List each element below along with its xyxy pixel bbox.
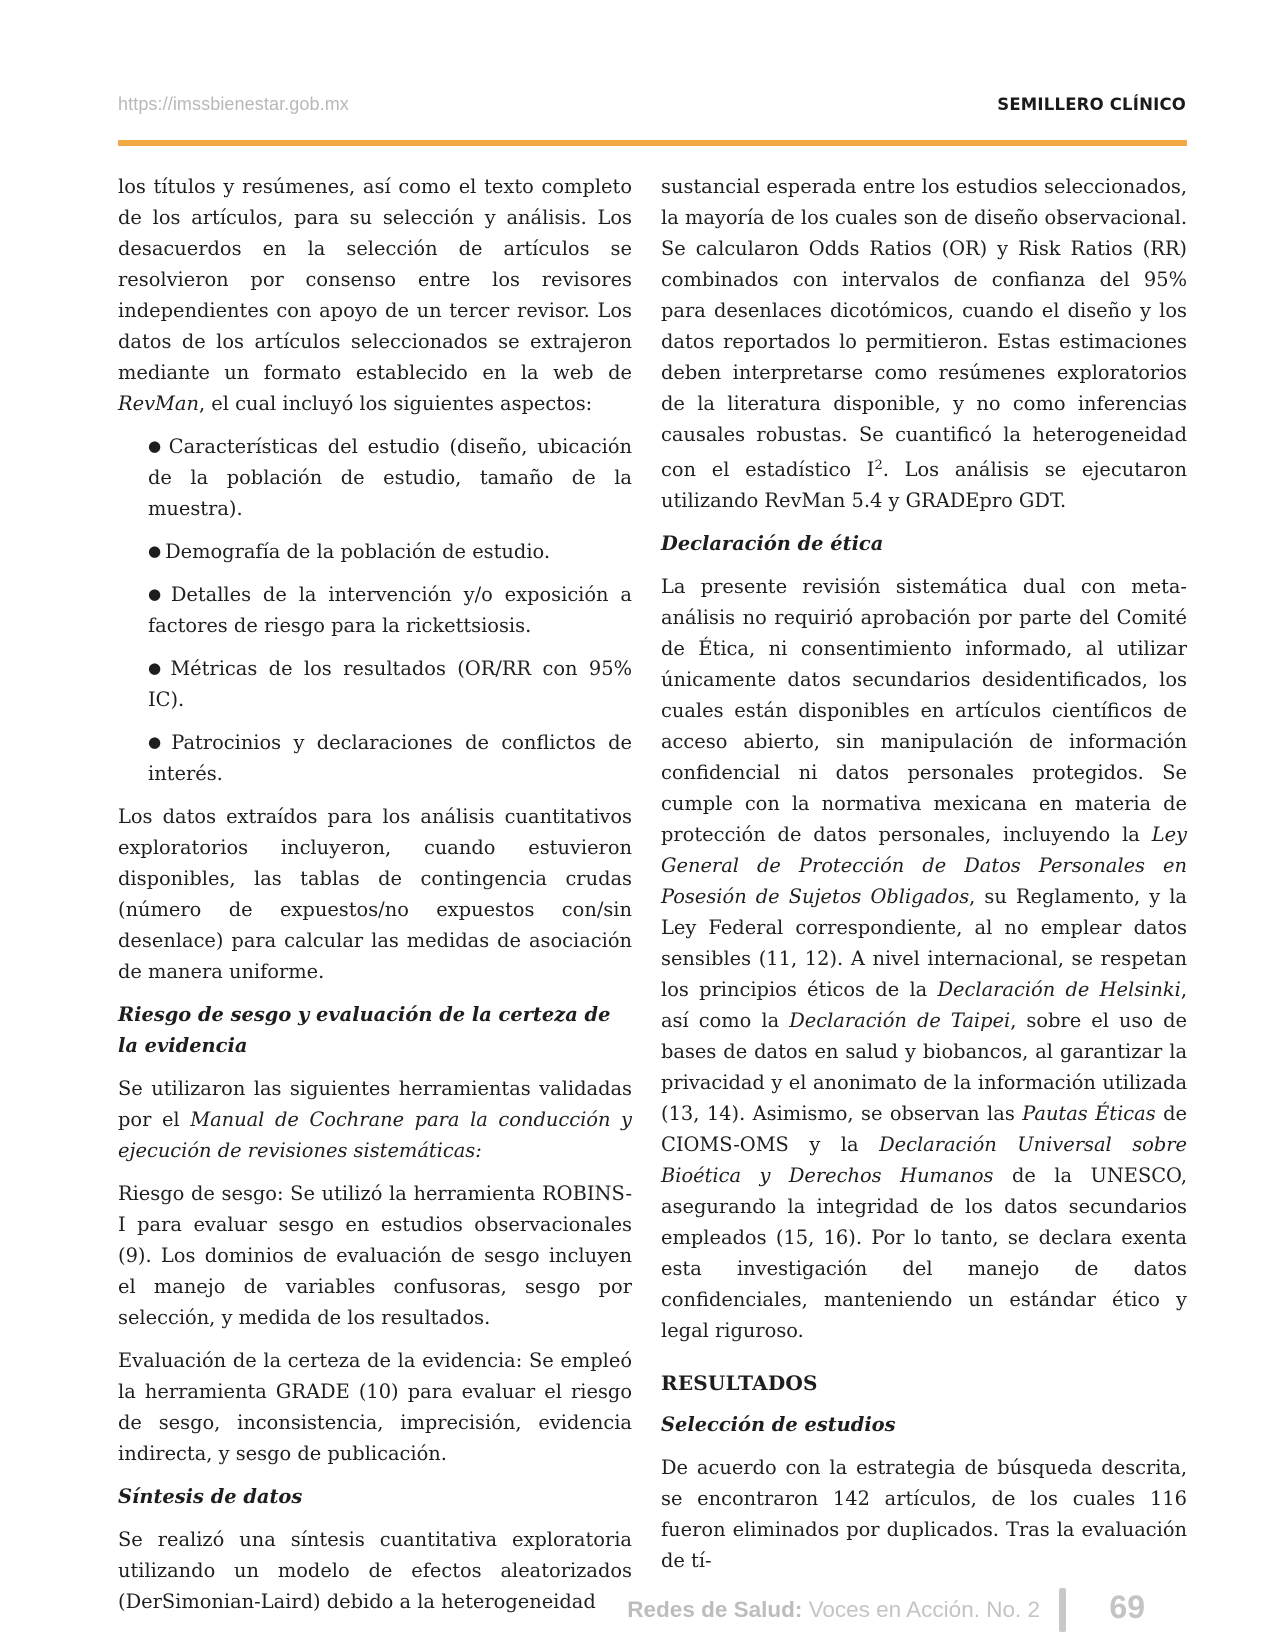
emphasis-cochrane-manual: Manual de Cochrane para la conducción y ejecución de revisiones sistemáticas:	[118, 1108, 632, 1162]
text-run: sustancial esperada entre los estudios seleccionados, la mayoría de los cuales son de diseño observacional. Se calcularon Odds Ratios (OR) y Risk Ratios (RR) combinados con intervalos de confianza del 95% para desenlaces dicotómicos, cuando el diseño y los datos reportados lo permitieron. Estas estimaciones deben interpretarse como resúmenes exploratorios de la literatura disponible, y no como inferencias causales robustas. Se cuantificó la heterogeneidad con el estadístico I	[661, 175, 1187, 481]
bullet-icon: ●	[148, 437, 165, 455]
paragraph-robins-i: Riesgo de sesgo: Se utilizó la herramienta ROBINS-I para evaluar sesgo en estudios observacionales (9). Los dominios de evaluación de sesgo incluyen el manejo de variables confusoras, sesgo por selección, y medida de los resultados.	[118, 1182, 632, 1329]
paragraph-selection-method	[118, 171, 632, 419]
bullet-icon: ●	[148, 733, 168, 751]
paragraph-cochrane-tools	[118, 1073, 632, 1166]
list-item-text: Patrocinios y declaraciones de conflictos de interés.	[148, 731, 633, 785]
emphasis-revman: RevMan	[118, 392, 199, 415]
paragraph-grade: Evaluación de la certeza de la evidencia: Se empleó la herramienta GRADE (10) para evaluar el riesgo de sesgo, inconsistencia, imprecisión, evidencia indirecta, y sesgo de publicación.	[118, 1349, 632, 1465]
emphasis-taipei: Declaración de Taipei	[789, 1009, 1011, 1032]
header-divider	[118, 140, 1187, 146]
paragraph-study-selection: De acuerdo con la estrategia de búsqueda descrita, se encontraron 142 artículos, de los cuales 116 fueron eliminados por duplicados. Tras la evaluación de tí-	[661, 1456, 1187, 1572]
footer-divider	[1059, 1588, 1066, 1632]
heading-study-selection: Selección de estudios	[661, 1413, 896, 1436]
footer-journal-name: Redes de Salud:	[627, 1597, 803, 1622]
paragraph-ethics	[661, 571, 1187, 1346]
right-column	[661, 171, 1187, 1588]
list-item	[118, 653, 632, 715]
text-run: , el cual incluyó los siguientes aspectos:	[198, 392, 593, 415]
text-run: de CIOMS-OMS y la	[661, 1102, 1187, 1156]
list-item	[118, 579, 632, 641]
header-section-title: SEMILLERO CLÍNICO	[997, 95, 1186, 114]
list-item-text: Demografía de la población de estudio.	[165, 540, 551, 563]
text-run: , sobre el uso de bases de datos en salud y biobancos, al garantizar la privacidad y el anonimato de la información utilizada (13, 14). Asimismo, se observan las	[661, 1009, 1188, 1125]
list-item-text: Métricas de los resultados (OR/RR con 95% IC).	[148, 657, 632, 711]
emphasis-pautas-eticas: Pautas Éticas	[1022, 1102, 1156, 1125]
emphasis-helsinki: Declaración de Helsinki	[937, 978, 1181, 1001]
heading-risk-of-bias: Riesgo de sesgo y evaluación de la certeza de la evidencia	[118, 1003, 611, 1057]
paragraph-quantitative-data: Los datos extraídos para los análisis cuantitativos exploratorios incluyeron, cuando estuvieron disponibles, las tablas de contingencia crudas (número de expuestos/no expuestos con/sin desenlace) para calcular las medidas de asociación de manera uniforme.	[118, 805, 632, 983]
text-run: los títulos y resúmenes, así como el texto completo de los artículos, para su selección y análisis. Los desacuerdos en la selección de artículos se resolvieron por consenso entre los revisores independientes con apoyo de un tercer revisor. Los datos de los artículos seleccionados se extrajeron mediante un formato establecido en la web de	[118, 175, 632, 384]
paragraph-heterogeneity	[661, 171, 1187, 516]
footer-journal-title	[627, 1597, 1040, 1623]
list-item-text: Características del estudio (diseño, ubicación de la población de estudio, tamaño de la muestra).	[148, 435, 633, 520]
text-run: . Los análisis se ejecutaron utilizando RevMan 5.4 y GRADEpro GDT.	[661, 458, 1187, 512]
heading-data-synthesis: Síntesis de datos	[118, 1485, 303, 1508]
text-run: , su Reglamento, y la Ley Federal correspondiente, al no emplear datos sensibles (11, 12). A nivel internacional, se respetan los principios éticos de la	[661, 885, 1187, 1001]
paragraph-synthesis: Se realizó una síntesis cuantitativa exploratoria utilizando un modelo de efectos aleatorizados (DerSimonian-Laird) debido a la heterogeneidad	[118, 1528, 632, 1613]
list-item	[118, 727, 632, 789]
page-footer	[600, 1588, 1160, 1636]
bullet-icon: ●	[148, 659, 167, 677]
left-column	[118, 171, 632, 1629]
page-number: 69	[1109, 1589, 1145, 1625]
superscript: 2	[874, 458, 883, 473]
emphasis-law-title: Ley General de Protección de Datos Personales en Posesión de Sujetos Obligados	[661, 823, 1187, 908]
list-item-text: Detalles de la intervención y/o exposición a factores de riesgo para la rickettsiosis.	[148, 583, 632, 637]
text-run: La presente revisión sistemática dual con meta-análisis no requirió aprobación por parte del Comité de Ética, ni consentimiento informado, al utilizar únicamente datos secundarios desidentificados, los cuales están disponibles en artículos científicos de acceso abierto, sin manipulación de información confidencial ni datos personales protegidos. Se cumple con la normativa mexicana en materia de protección de datos personales, incluyendo la	[661, 575, 1187, 846]
text-run: de la UNESCO, asegurando la integridad de los datos secundarios empleados (15, 16). Por lo tanto, se declara exenta esta investigación del manejo de datos confidenciales, manteniendo un estándar ético y legal riguroso.	[661, 1164, 1187, 1342]
list-item	[118, 536, 632, 567]
heading-ethics: Declaración de ética	[661, 532, 884, 555]
footer-journal-issue: Voces en Acción. No. 2	[802, 1597, 1040, 1622]
text-run: Se utilizaron las siguientes herramientas validadas por el	[118, 1077, 632, 1131]
text-run: , así como la	[661, 978, 1187, 1032]
bullet-icon: ●	[148, 542, 162, 560]
bullet-icon: ●	[148, 585, 167, 603]
heading-results: RESULTADOS	[661, 1371, 818, 1395]
emphasis-unesco-declaration: Declaración Universal sobre Bioética y Derechos Humanos	[661, 1133, 1187, 1187]
list-item	[118, 431, 632, 524]
header-url: https://imssbienestar.gob.mx	[118, 94, 349, 114]
